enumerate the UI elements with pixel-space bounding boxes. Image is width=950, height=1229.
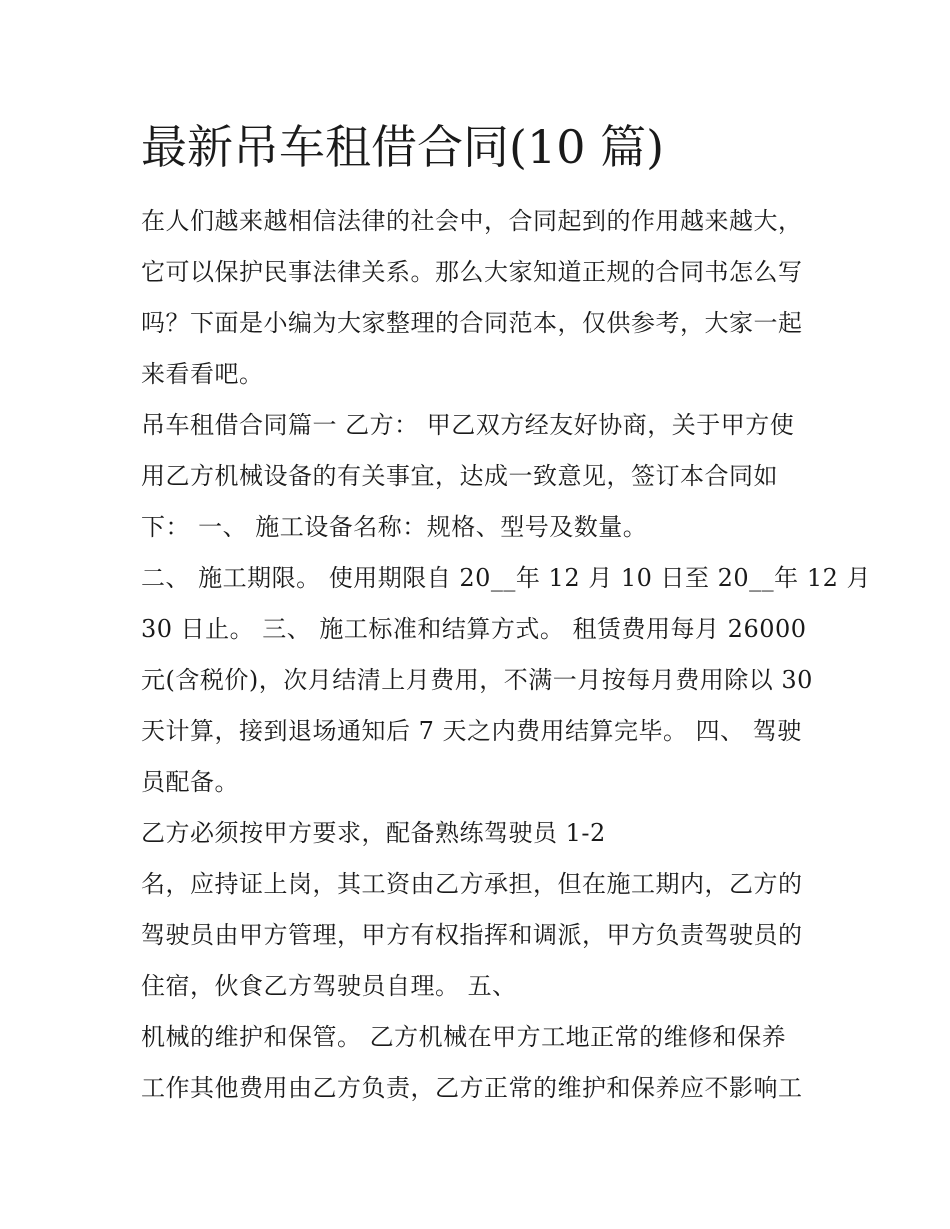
body-line: 乙方必须按甲方要求，配备熟练驾驶员 1-2 [141,819,606,847]
document-title: 最新吊车租借合同(10 篇) [141,120,665,174]
document-body [141,196,871,1114]
body-line: 天计算，接到退场通知后 7 天之内费用结算完毕。 四、 驾驶 [141,717,802,745]
body-line: 员配备。 [141,768,239,796]
body-line: 30 日止。 三、 施工标准和结算方式。 租赁费用每月 26000 [141,615,807,643]
body-line: 它可以保护民事法律关系。那么大家知道正规的合同书怎么写 [141,258,803,286]
body-line: 二、 施工期限。 使用期限自 20__年 12 月 10 日至 20__年 12 月 [141,564,871,592]
body-line: 元(含税价)，次月结清上月费用，不满一月按每月费用除以 30 [141,666,813,694]
body-line: 名，应持证上岗，其工资由乙方承担，但在施工期内，乙方的 [141,870,803,898]
body-line: 住宿，伙食乙方驾驶员自理。 五、 [141,972,517,1000]
body-line: 用乙方机械设备的有关事宜，达成一致意见，签订本合同如 [141,462,778,490]
body-line: 吊车租借合同篇一 乙方： 甲乙双方经友好协商，关于甲方使 [141,411,795,439]
body-line: 机械的维护和保管。 乙方机械在甲方工地正常的维修和保养 [141,1023,787,1051]
body-line: 下： 一、 施工设备名称：规格、型号及数量。 [141,513,648,541]
body-line: 来看看吧。 [141,360,264,388]
body-line: 在人们越来越相信法律的社会中，合同起到的作用越来越大， [141,207,803,235]
body-line: 工作其他费用由乙方负责，乙方正常的维护和保养应不影响工 [141,1074,803,1102]
body-line: 吗？下面是小编为大家整理的合同范本，仅供参考，大家一起 [141,309,803,337]
body-line: 驾驶员由甲方管理，甲方有权指挥和调派，甲方负责驾驶员的 [141,921,803,949]
